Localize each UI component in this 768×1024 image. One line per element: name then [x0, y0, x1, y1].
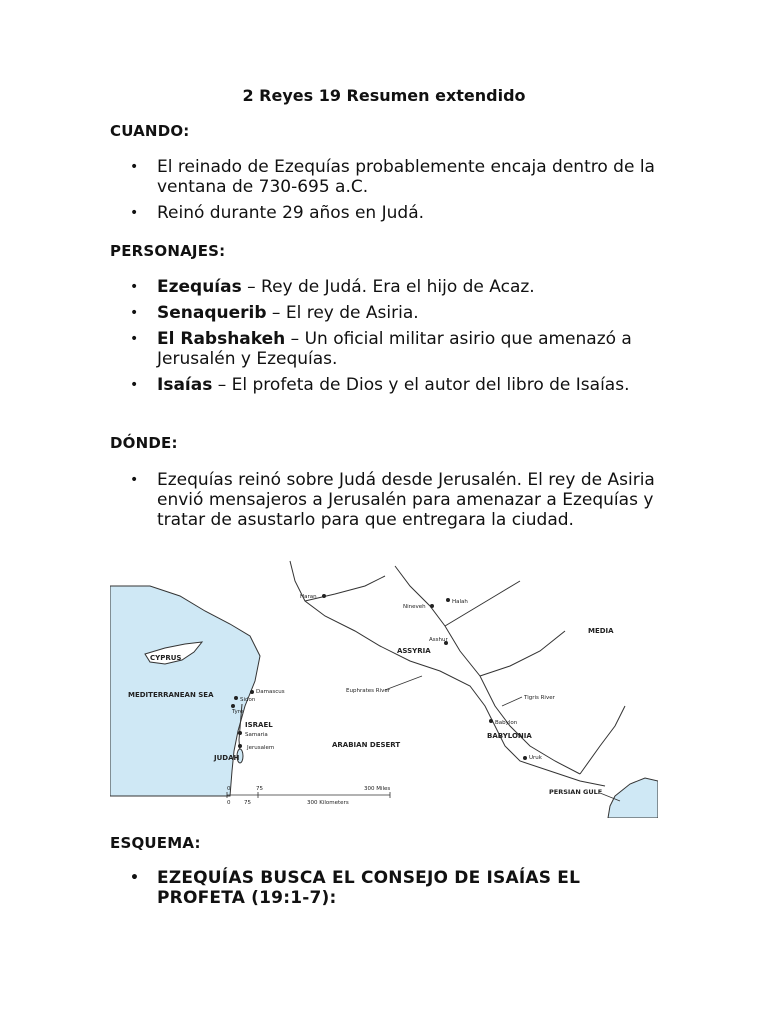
- label-asshur: Asshur: [429, 637, 448, 643]
- bullet-icon: •: [130, 472, 139, 488]
- list-esquema: [110, 868, 670, 914]
- list-item: • Ezequías – Rey de Judá. Era el hijo de Acaz.: [130, 277, 535, 297]
- list-item: • EZEQUÍAS BUSCA EL CONSEJO DE ISAÍAS EL PROFETA (19:1-7):: [130, 868, 581, 908]
- label-judah: JUDAH: [214, 754, 240, 762]
- haran-dot: [322, 594, 326, 598]
- bullet-icon: •: [130, 305, 139, 321]
- label-euphrates-river: Euphrates River: [346, 688, 390, 694]
- sidon-dot: [234, 696, 238, 700]
- label-assyria: ASSYRIA: [397, 647, 431, 655]
- list-item: • Reinó durante 29 años en Judá.: [130, 203, 425, 223]
- label-haran: Haran: [300, 594, 317, 600]
- list-item: • El Rabshakeh – Un oficial militar asirio que amenazó a Jerusalén y Ezequías.: [130, 329, 632, 369]
- euphrates-tributary-shape: [305, 576, 385, 601]
- jerusalem-dot: [238, 744, 242, 748]
- label-halah: Halah: [452, 599, 468, 605]
- page-title: 2 Reyes 19 Resumen extendido: [242, 86, 526, 105]
- heading-cuando: CUANDO:: [110, 122, 190, 140]
- label-tigris-river: Tigris River: [524, 695, 555, 701]
- tigris-leader-line: [502, 697, 522, 706]
- label-persian-gulf: PERSIAN GULF: [549, 788, 603, 796]
- label-cyprus: CYPRUS: [150, 654, 182, 662]
- list-personajes: [110, 277, 670, 401]
- label-media: MEDIA: [588, 627, 614, 635]
- scale-km-end: 300 Kilometers: [307, 800, 349, 806]
- label-sidon: Sidon: [240, 697, 256, 703]
- label-tyre: Tyre: [232, 709, 244, 715]
- label-arabian-desert: ARABIAN DESERT: [332, 741, 401, 749]
- uruk-dot: [523, 756, 527, 760]
- scale-km-mid: 75: [244, 800, 251, 806]
- scale-miles-mid: 75: [256, 786, 263, 792]
- scale-km-start: 0: [227, 800, 231, 806]
- label-damascus: Damascus: [256, 689, 285, 695]
- list-item: • Isaías – El profeta de Dios y el autor del libro de Isaías.: [130, 375, 630, 395]
- list-item: • El reinado de Ezequías probablemente encaja dentro de la ventana de 730-695 a.C.: [130, 157, 655, 197]
- nineveh-dot: [430, 604, 434, 608]
- label-mediterranean-sea: MEDITERRANEAN SEA: [128, 691, 214, 699]
- map-scale-bar: [227, 786, 390, 806]
- scale-miles-end: 300 Miles: [364, 786, 391, 792]
- label-nineveh: Nineveh: [403, 604, 426, 610]
- bullet-icon: •: [130, 159, 139, 175]
- damascus-dot: [250, 690, 254, 694]
- character-name: El Rabshakeh: [157, 329, 286, 349]
- character-name: Ezequías: [157, 277, 242, 297]
- heading-esquema: ESQUEMA:: [110, 834, 201, 852]
- bullet-icon: •: [130, 205, 139, 221]
- region-map: [110, 556, 658, 818]
- bullet-icon: •: [130, 279, 139, 295]
- tyre-dot: [231, 704, 235, 708]
- karun-river-shape: [580, 706, 625, 774]
- label-samaria: Samaria: [245, 732, 268, 738]
- label-babylonia: BABYLONIA: [487, 732, 532, 740]
- euphrates-river-shape: [290, 561, 605, 786]
- bullet-icon: •: [130, 377, 139, 393]
- babylon-dot: [489, 719, 493, 723]
- list-cuando: [110, 157, 670, 229]
- tigris-river-shape: [395, 566, 580, 774]
- list-donde: [110, 470, 670, 536]
- samaria-dot: [238, 731, 242, 735]
- diyala-river-shape: [480, 631, 565, 676]
- label-jerusalem: Jerusalem: [247, 745, 275, 751]
- scale-miles-start: 0: [227, 786, 231, 792]
- euphrates-leader-line: [385, 676, 422, 690]
- list-item: • Ezequías reinó sobre Judá desde Jerusalén. El rey de Asiria envió mensajeros a Jerusalén para amenazar a Ezequías y tratar de asustarlo para que entregara la ciudad.: [130, 470, 655, 530]
- map-svg: [110, 556, 658, 818]
- bullet-icon: •: [130, 331, 139, 347]
- label-israel: ISRAEL: [245, 721, 273, 729]
- halah-dot: [446, 598, 450, 602]
- character-name: Senaquerib: [157, 303, 267, 323]
- character-name: Isaías: [157, 375, 213, 395]
- label-babylon: Babylon: [495, 720, 518, 726]
- bullet-icon: •: [130, 870, 140, 886]
- heading-donde: DÓNDE:: [110, 434, 178, 452]
- persian-gulf-shape: [608, 778, 658, 818]
- label-uruk: Uruk: [529, 755, 542, 761]
- heading-personajes: PERSONAJES:: [110, 242, 226, 260]
- list-item: • Senaquerib – El rey de Asiria.: [130, 303, 419, 323]
